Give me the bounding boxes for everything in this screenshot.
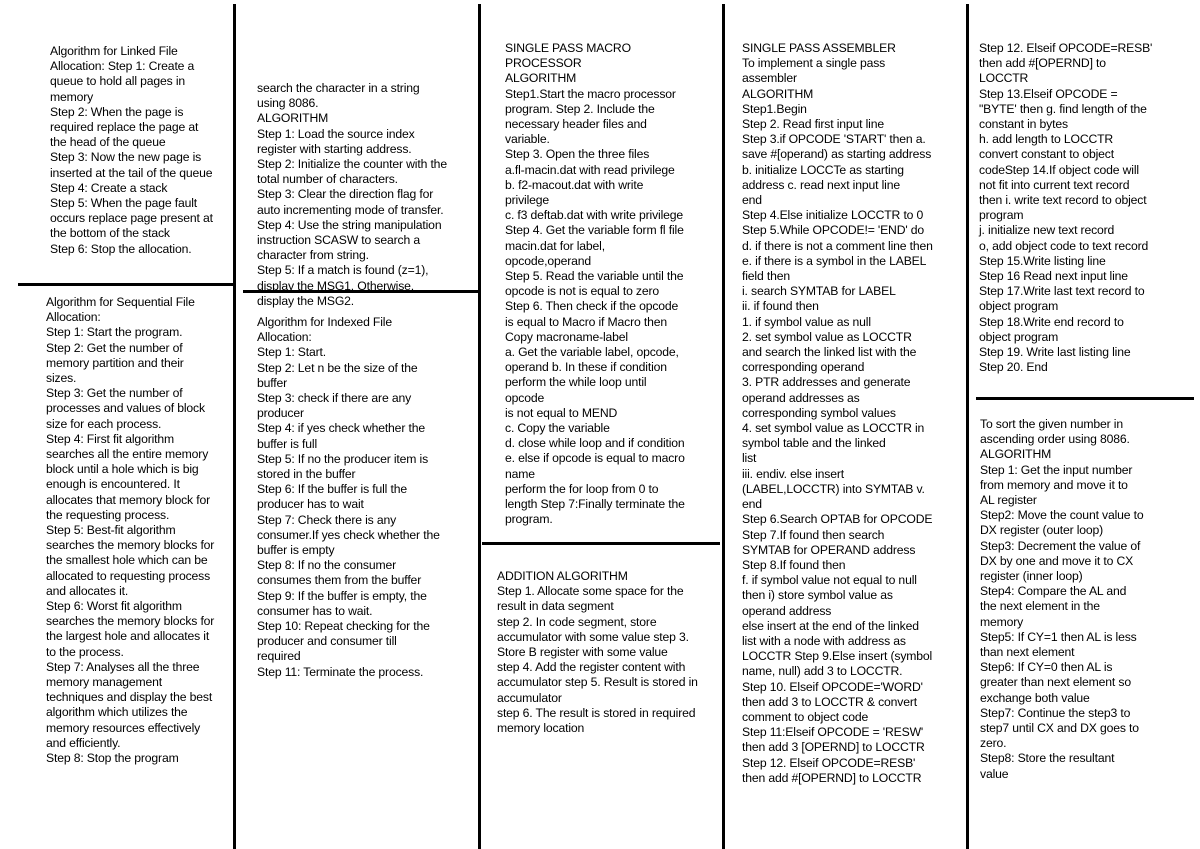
- column-divider-1: [233, 4, 236, 849]
- string-search-algorithm-text: search the character in a string using 8086. ALGORITHM Step 1: Load the source index register with starting address. Step 2: Initialize the counter with the total number of characters. Step 3: Clear the direction flag for auto incrementing mode of transfer. Step 4: Use the string manipulation instruction SCASW to search a character from string. Step 5: If a match is found (z=1), display the MSG1. Otherwise, display the MSG2.: [257, 81, 447, 308]
- assembler-continuation-text: Step 12. Elseif OPCODE=RESB' then add #[OPERND] to LOCCTR Step 13.Elseif OPCODE = "BYTE' then g. find length of the constant in bytes h. add length to LOCCTR convert constant to object codeStep 14.If object code will not fit into current text record then i. write text record to object program j. initialize new text record o, add object code to text record Step 15.Write listing line Step 16 Read next input line Step 17.Write last text record to object program Step 18.Write end record to object program Step 19. Write last listing line Step 20. End: [979, 41, 1153, 375]
- section-divider-col1: [18, 283, 234, 286]
- addition-algorithm-text: ADDITION ALGORITHM Step 1. Allocate some space for the result in data segment step 2. In code segment, store accumulator with some value step 3. Store B register with some value step 4. Add the register content with accumulator step 5. Result is stored in accumulator step 6. The result is stored in required memory location: [497, 569, 698, 736]
- sequential-file-allocation-text: Algorithm for Sequential File Allocation: Step 1: Start the program. Step 2: Get the number of memory partition and their sizes. Step 3: Get the number of processes and values of block size for each process. Step 4: First fit algorithm searches all the entire memory block until a hole which is big enough is encountered. It allocates that memory block for the requesting process. Step 5: Best-fit algorithm searches the memory blocks for the smallest hole which can be allocated to requesting process and allocates it. Step 6: Worst fit algorithm searches the memory blocks for the largest hole and allocates it to the process. Step 7: Analyses all the three memory management techniques and display the best algorithm which utilizes the memory resources effectively and efficiently. Step 8: Stop the program: [46, 295, 215, 766]
- sort-algorithm-text: To sort the given number in ascending order using 8086. ALGORITHM Step 1: Get the input number from memory and move it to AL register Step2: Move the count value to DX register (outer loop) Step3: Decrement the value of DX by one and move it to CX register (inner loop) Step4: Compare the AL and the next element in the memory Step5: If CY=1 then AL is less than next element Step6: If CY=0 then AL is greater than next element so exchange both value Step7: Continue the step3 to step7 until CX and DX goes to zero. Step8: Store the resultant value: [980, 417, 1144, 781]
- linked-file-allocation-text: Algorithm for Linked File Allocation: Step 1: Create a queue to hold all pages in memory Step 2: When the page is required replace the page at the head of the queue Step 3: Now the new page is inserted at the tail of the queue Step 4: Create a stack Step 5: When the page fault occurs replace page present at the bottom of the stack Step 6: Stop the allocation.: [50, 44, 213, 256]
- column-divider-2: [478, 4, 481, 849]
- macro-processor-algorithm-text: SINGLE PASS MACRO PROCESSOR ALGORITHM Step1.Start the macro processor program. Step 2. Include the necessary header files and variable. Step 3. Open the three files a.fl-macin.dat with read privilege b. f2-macout.dat with write privilege c. f3 deftab.dat with write privilege Step 4. Get the variable form fl file macin.dat for label, opcode,operand Step 5. Read the variable until the opcode is not is equal to zero Step 6. Then check if the opcode is equal to Macro if Macro then Copy macroname-label a. Get the variable label, opcode, operand b. In these if condition perform the while loop until opcode is not equal to MEND c. Copy the variable d. close while loop and if condition e. else if opcode is equal to macro name perform the for loop from 0 to length Step 7:Finally terminate the program.: [505, 41, 685, 527]
- column-divider-4: [966, 4, 969, 849]
- section-divider-col5: [976, 397, 1194, 400]
- single-pass-assembler-text: SINGLE PASS ASSEMBLER To implement a single pass assembler ALGORITHM Step1.Begin Step 2. Read first input line Step 3.if OPCODE 'START' then a. save #[operand) as starting address b. initialize LOCCTe as starting address c. read next input line end Step 4.Else initialize LOCCTR to 0 Step 5.While OPCODE!= 'END' do d. if there is not a comment line then e. if there is a symbol in the LABEL field then i. search SYMTAB for LABEL ii. if found then 1. if symbol value as null 2. set symbol value as LOCCTR and search the linked list with the corresponding operand 3. PTR addresses and generate operand addresses as corresponding symbol values 4. set symbol value as LOCCTR in symbol table and the linked list iii. endiv. else insert (LABEL,LOCCTR) into SYMTAB v. end Step 6.Search OPTAB for OPCODE Step 7.If found then search SYMTAB for OPERAND address Step 8.If found then f. if symbol value not equal to null then i) store symbol value as operand address else insert at the end of the linked list with a node with address as LOCCTR Step 9.Else insert (symbol name, null) add 3 to LOCCTR. Step 10. Elseif OPCODE='WORD' then add 3 to LOCCTR & convert comment to object code Step 11:Elseif OPCODE = 'RESW' then add 3 [OPERND] to LOCCTR Step 12. Elseif OPCODE=RESB' then add #[OPERND] to LOCCTR: [742, 41, 933, 785]
- column-divider-3: [722, 4, 725, 849]
- section-divider-col3: [482, 542, 720, 545]
- indexed-file-allocation-text: Algorithm for Indexed File Allocation: Step 1: Start. Step 2: Let n be the size of the buffer Step 3: check if there are any producer Step 4: if yes check whether the buffer is full Step 5: If no the producer item is stored in the buffer Step 6: If the buffer is full the producer has to wait Step 7: Check there is any consumer.If yes check whether the buffer is empty Step 8: If no the consumer consumes them from the buffer Step 9: If the buffer is empty, the consumer has to wait. Step 10: Repeat checking for the producer and consumer till required Step 11: Terminate the process.: [257, 315, 440, 679]
